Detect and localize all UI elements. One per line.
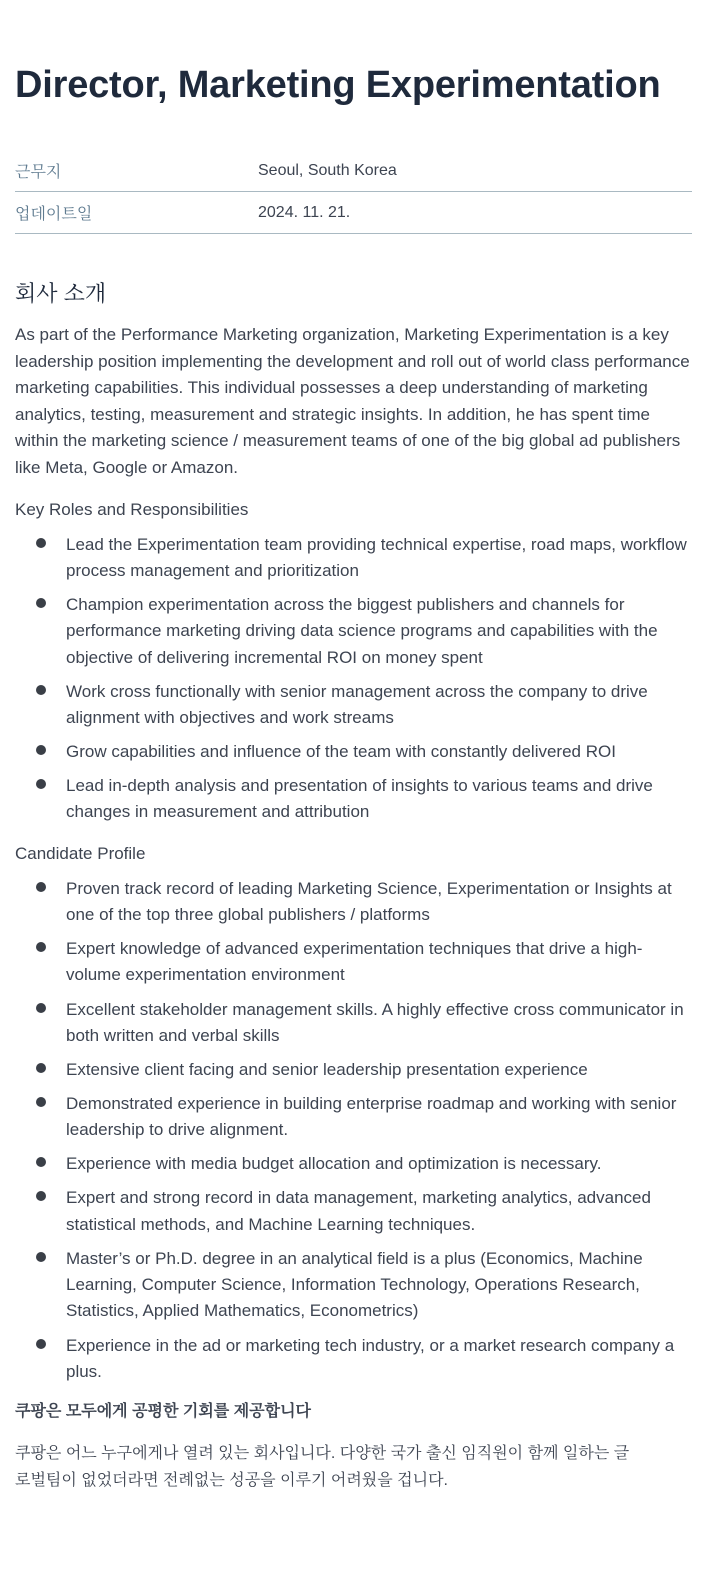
updated-value: 2024. 11. 21. <box>258 203 351 221</box>
profile-list <box>15 876 692 1385</box>
meta-row-updated <box>15 192 692 234</box>
list-item-text: Experience in the ad or marketing tech industry, or a market research company a plus. <box>66 1335 675 1381</box>
bullet-icon <box>36 745 46 755</box>
bullet-icon <box>36 538 46 548</box>
bullet-icon <box>36 1063 46 1073</box>
job-meta-table <box>15 150 692 234</box>
list-item <box>15 997 692 1050</box>
responsibilities-list <box>15 532 692 826</box>
list-item <box>15 1151 692 1177</box>
list-item <box>15 1185 692 1238</box>
equal-opportunity-text: 쿠팡은 어느 누구에게나 열려 있는 회사입니다. 다양한 국가 출신 임직원이 함께 일하는 글로벌팀이 없었더라면 전례없는 성공을 이루기 어려웠을 겁니다. <box>15 1445 630 1489</box>
bullet-icon <box>36 779 46 789</box>
meta-row-location <box>15 150 692 192</box>
list-item-text: Demonstrated experience in building enterprise roadmap and working with senior leadership to drive alignment. <box>66 1093 677 1140</box>
bullet-icon <box>36 1157 46 1167</box>
location-label: 근무지 <box>15 164 62 181</box>
list-item <box>15 876 692 929</box>
list-item-text: Excellent stakeholder management skills. A highly effective cross communicator in both written and verbal skills <box>66 999 684 1045</box>
list-item-text: Lead the Experimentation team providing technical expertise, road maps, workflow process management and prioritization <box>66 534 687 580</box>
list-item <box>15 773 692 826</box>
profile-heading: Candidate Profile <box>15 843 146 863</box>
list-item <box>15 936 692 989</box>
list-item <box>15 592 692 671</box>
about-heading: 회사 소개 <box>15 281 107 306</box>
bullet-icon <box>36 685 46 695</box>
bullet-icon <box>36 1097 46 1107</box>
list-item-text: Master’s or Ph.D. degree in an analytical field is a plus (Economics, Machine Learning, Computer Science, Information Technology, Operations Research, Statistics, Applied Mathematics, Econometrics) <box>66 1248 643 1321</box>
list-item-text: Champion experimentation across the biggest publishers and channels for performance marketing driving data science programs and capabilities with the objective of delivering incremental ROI on money spent <box>66 594 658 667</box>
responsibilities-heading: Key Roles and Responsibilities <box>15 499 249 519</box>
bullet-icon <box>36 1339 46 1349</box>
location-value: Seoul, South Korea <box>258 161 397 179</box>
list-item <box>15 1246 692 1325</box>
list-item-text: Lead in-depth analysis and presentation of insights to various teams and drive changes in measurement and attribution <box>66 776 653 822</box>
bullet-icon <box>36 598 46 608</box>
equal-opportunity-heading: 쿠팡은 모두에게 공평한 기회를 제공합니다 <box>15 1403 311 1421</box>
list-item-text: Experience with media budget allocation and optimization is necessary. <box>66 1154 602 1174</box>
list-item <box>15 1057 692 1083</box>
list-item-text: Expert and strong record in data management, marketing analytics, advanced statistical methods, and Machine Learning techniques. <box>66 1188 651 1234</box>
about-intro: As part of the Performance Marketing organization, Marketing Experimentation is a key leadership position implementing the development and roll out of world class performance marketing capabilities. This individual possesses a deep understanding of marketing analytics, testing, measurement and strategic insights. In addition, he has spent time within the marketing science / measurement teams of one of the big global ad publishers like Meta, Google or Amazon. <box>15 325 690 477</box>
list-item <box>15 1091 692 1144</box>
bullet-icon <box>36 1191 46 1201</box>
bullet-icon <box>36 942 46 952</box>
bullet-icon <box>36 882 46 892</box>
updated-label: 업데이트일 <box>15 206 93 223</box>
list-item <box>15 679 692 732</box>
bullet-icon <box>36 1252 46 1262</box>
bullet-icon <box>36 1003 46 1013</box>
list-item <box>15 739 692 765</box>
list-item-text: Work cross functionally with senior management across the company to drive alignment with objectives and work streams <box>66 681 648 727</box>
list-item-text: Proven track record of leading Marketing Science, Experimentation or Insights at one of the top three global publishers / platforms <box>66 878 672 925</box>
list-item <box>15 1333 692 1386</box>
list-item-text: Expert knowledge of advanced experimentation techniques that drive a high-volume experimentation environment <box>66 939 643 985</box>
list-item-text: Grow capabilities and influence of the team with constantly delivered ROI <box>66 742 616 762</box>
list-item <box>15 532 692 585</box>
job-title: Director, Marketing Experimentation <box>15 64 661 106</box>
list-item-text: Extensive client facing and senior leadership presentation experience <box>66 1059 588 1079</box>
